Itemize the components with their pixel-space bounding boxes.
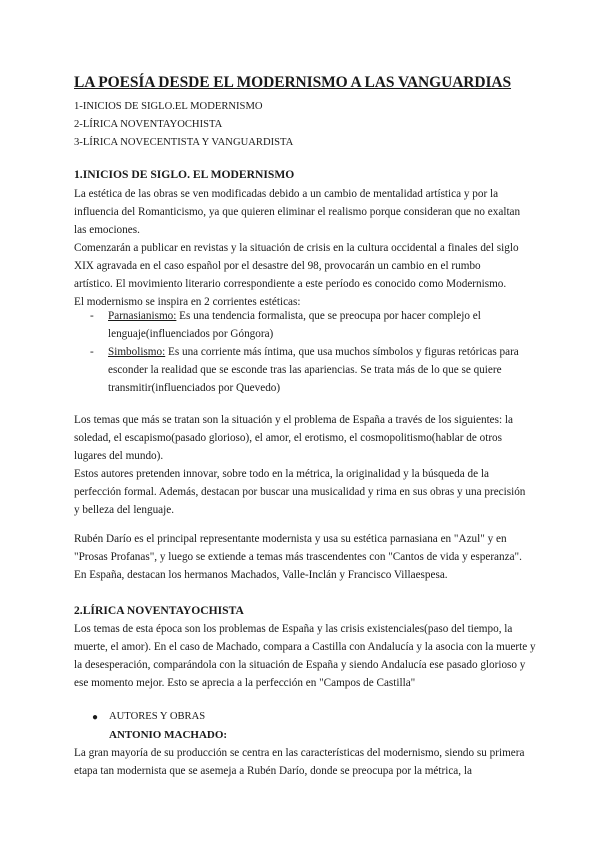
section-1-paragraph-1 bbox=[74, 185, 534, 311]
toc-item-3: 3-LÍRICA NOVECENTISTA Y VANGUARDISTA bbox=[74, 137, 294, 148]
text-line: En España, destacan los hermanos Machados, Valle-Inclán y Francisco Villaespesa. bbox=[74, 569, 448, 581]
bullet-simbolismo bbox=[90, 343, 530, 397]
text-line: lugares del mundo). bbox=[74, 450, 164, 462]
text-line: muerte, el amor). En el caso de Machado, compara a Castilla con Andalucía y la asocia con la muerte y bbox=[74, 641, 536, 653]
text-line: El modernismo se inspira en 2 corrientes estéticas: bbox=[74, 296, 301, 308]
text-line: etapa tan modernista que se asemeja a Rubén Darío, donde se preocupa por la métrica, la bbox=[74, 765, 472, 777]
text-line: y belleza del lenguaje. bbox=[74, 504, 175, 516]
text-line: las emociones. bbox=[74, 224, 140, 236]
text-line: Comenzarán a publicar en revistas y la situación de crisis en la cultura occidental a finales del siglo bbox=[74, 242, 519, 254]
section-1-paragraph-3 bbox=[74, 530, 534, 584]
text-line: Estos autores pretenden innovar, sobre todo en la métrica, la originalidad y la búsqueda de la bbox=[74, 468, 489, 480]
document-title: LA POESÍA DESDE EL MODERNISMO A LAS VANGUARDIAS bbox=[74, 74, 512, 91]
toc-item-2: 2-LÍRICA NOVENTAYOCHISTA bbox=[74, 119, 223, 130]
text-line: XIX agravada en el caso español por el desastre del 98, provocarán un cambio en el rumbo bbox=[74, 260, 481, 272]
text-line: ese momento mejor. Esto se aprecia a la perfección en "Campos de Castilla" bbox=[74, 677, 416, 689]
text-line: influencia del Romanticismo, ya que quieren eliminar el realismo porque consideran que no exaltan bbox=[74, 206, 521, 218]
text-line: soledad, el escapismo(pasado glorioso), el amor, el erotismo, el cosmopolitismo(hablar de otros bbox=[74, 432, 502, 444]
dash-marker: - bbox=[90, 310, 94, 322]
section-2-paragraph-2 bbox=[74, 744, 534, 780]
text-line: "Prosas Profanas", y luego se extiende a temas más trascendentes con "Cantos de vida y esperanza". bbox=[74, 551, 522, 563]
bullet-text: Es una tendencia formalista, que se preocupa por hacer complejo el bbox=[176, 310, 481, 322]
term-simbolismo: Simbolismo: bbox=[108, 346, 166, 358]
section-1-heading: 1.INICIOS DE SIGLO. EL MODERNISMO bbox=[74, 168, 295, 181]
bullet-text: Es una corriente más íntima, que usa muchos símbolos y figuras retóricas para bbox=[165, 346, 519, 358]
section-1-paragraph-2 bbox=[74, 411, 534, 519]
toc-item-1: 1-INICIOS DE SIGLO.EL MODERNISMO bbox=[74, 101, 263, 112]
bullet-text: lenguaje(influenciados por Góngora) bbox=[108, 328, 274, 340]
author-heading: ANTONIO MACHADO: bbox=[109, 729, 228, 741]
text-line: artístico. El movimiento literario correspondiente a este período es conocido como Modernismo. bbox=[74, 278, 507, 290]
bullet-label: AUTORES Y OBRAS bbox=[109, 711, 206, 722]
dash-marker: - bbox=[90, 346, 94, 358]
text-line: la desesperación, comparándola con la situación de España y siendo Andalucía ese pasado glorioso y bbox=[74, 659, 526, 671]
bullet-text: transmitir(influenciados por Quevedo) bbox=[108, 382, 281, 394]
bullet-dot-icon: ● bbox=[92, 712, 99, 723]
term-parnasianismo: Parnasianismo: bbox=[108, 310, 177, 322]
text-line: La gran mayoría de su producción se centra en las características del modernismo, siendo su primera bbox=[74, 747, 525, 759]
text-line: perfección formal. Además, destacan por buscar una musicalidad y rima en sus obras y una precisión bbox=[74, 486, 526, 498]
text-line: La estética de las obras se ven modificadas debido a un cambio de mentalidad artística y por la bbox=[74, 188, 499, 200]
section-2-heading: 2.LÍRICA NOVENTAYOCHISTA bbox=[74, 604, 244, 617]
section-2-paragraph-1 bbox=[74, 620, 534, 692]
bullet-text: esconder la realidad que se esconde tras las apariencias. Se trata más de lo que se quiere bbox=[108, 364, 502, 376]
text-line: Rubén Darío es el principal representante modernista y usa su estética parnasiana en "Azul" y en bbox=[74, 533, 507, 545]
text-line: Los temas de esta época son los problemas de España y las crisis existenciales(paso del tiempo, la bbox=[74, 623, 513, 635]
bullet-parnasianismo bbox=[90, 307, 530, 343]
text-line: Los temas que más se tratan son la situación y el problema de España a través de los siguientes: la bbox=[74, 414, 513, 426]
